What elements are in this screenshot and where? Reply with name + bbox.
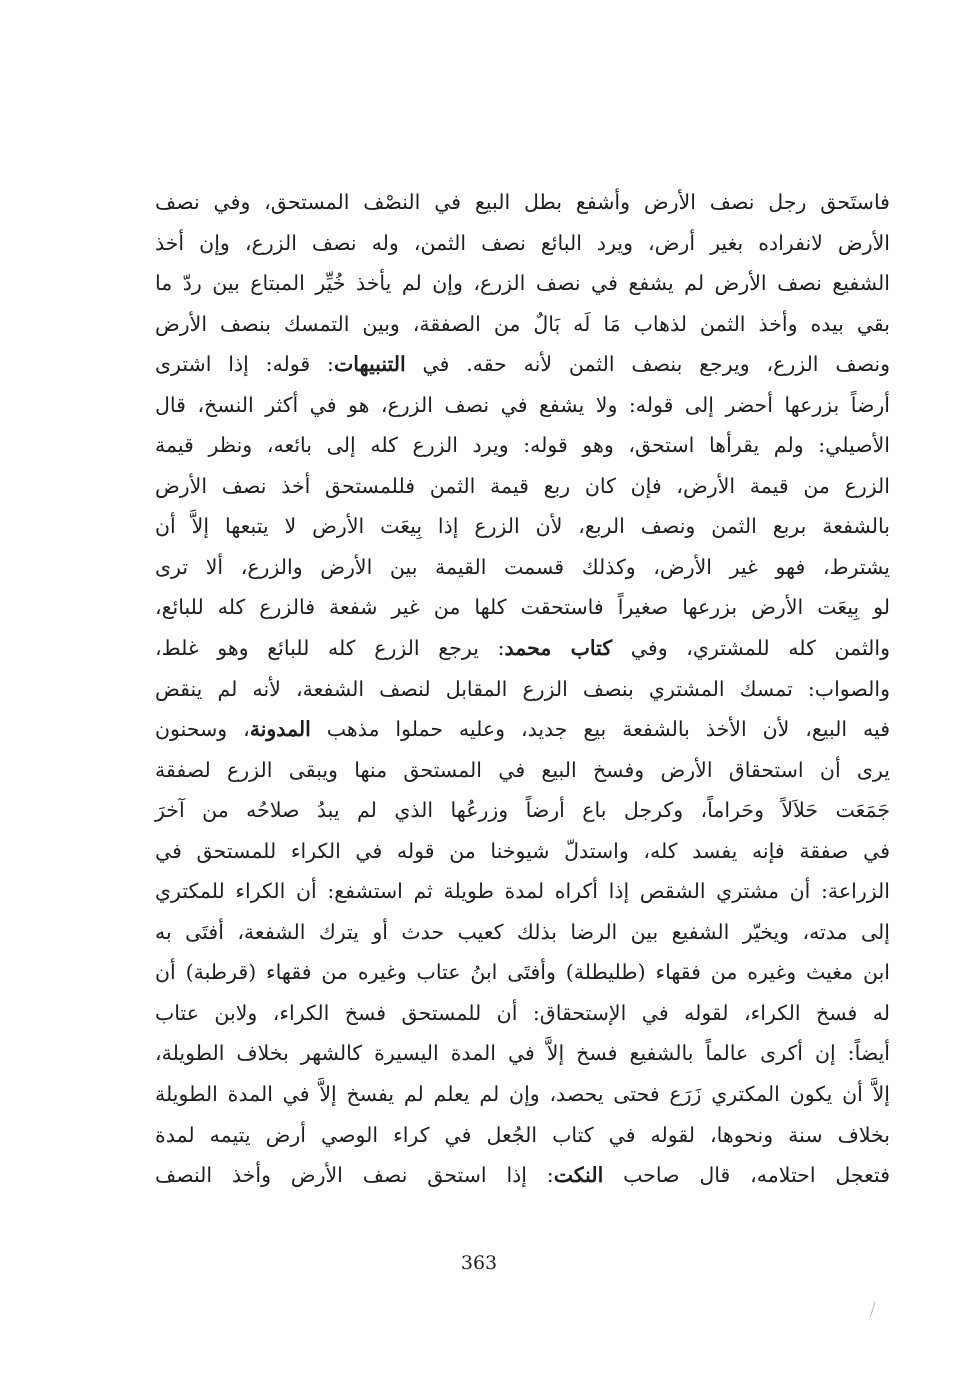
text-segment: فيه البيع، لأن الأخذ بالشفعة بيع جديد، وعليه حملوا مذهب: [310, 717, 890, 742]
bold-term: النكت: [553, 1163, 604, 1188]
page-number: 363: [460, 1252, 498, 1274]
text-line: [155, 790, 890, 831]
text-segment: فتعجل احتلامه، قال صاحب: [603, 1163, 891, 1188]
text-segment: جَمَعَت حَلاَلاً وحَراماً، وكرجل باع أرضاً وزرعُها الذي لم يبدُ صلاحُه من آخرَ: [155, 798, 890, 823]
text-line: [155, 750, 890, 791]
text-segment: : إذا استحق نصف الأرض وأخذ النصف: [155, 1163, 554, 1188]
text-segment: أرضاً بزرعها أحضر إلى قوله: ولا يشفع في نصف الزرع، هو في أكثر النسخ، قال: [155, 392, 890, 417]
text-segment: بقي بيده وأخذ الثمن لذهاب مَا لَه بَالٌ من الصفقة، وبين التمسك بنصف الأرض: [155, 311, 890, 336]
text-segment: لو بِيعَت الأرض بزرعها صغيراً فاستحقت كلها من غير شفعة فالزرع كله للبائع،: [155, 595, 890, 620]
text-segment: والصواب: تمسك المشتري بنصف الزرع المقابل لنصف الشفعة، لأنه لم ينقض: [155, 676, 890, 701]
text-line: [155, 628, 890, 669]
text-line: [155, 912, 890, 953]
text-line: [155, 506, 890, 547]
text-segment: يشترط، فهو غير الأرض، وكذلك قسمت القيمة بين الأرض والزرع، ألا ترى: [155, 554, 890, 579]
text-line: [155, 425, 890, 466]
text-segment: الزراعة: أن مشتري الشقص إذا أكراه لمدة طويلة ثم استشفع: أن الكراء للمكتري: [155, 879, 890, 904]
bold-term: التنبيهات: [333, 352, 406, 377]
text-segment: أيضاً: إن أكرى عالماً بالشفيع فسخ إلاَّ في المدة اليسيرة كالشهر بخلاف الطويلة،: [155, 1041, 890, 1066]
text-segment: ابن مغيث وغيره من فقهاء (طليطلة) وأفتَى ابنُ عتاب وغيره من فقهاء (قرطبة) أن: [155, 960, 890, 985]
text-line: [155, 547, 890, 588]
main-text-block: [155, 182, 890, 1196]
text-segment: بالشفعة بربع الثمن ونصف الربع، لأن الزرع إذا بِيعَت الأرض لا يتبعها إلاَّ أن: [155, 514, 890, 539]
text-line: [155, 1155, 890, 1196]
text-line: [155, 1115, 890, 1156]
text-line: [155, 263, 890, 304]
text-segment: الأصيلي: ولم يقرأها استحق، وهو قوله: ويرد الزرع كله إلى بائعه، ونظر قيمة: [155, 433, 890, 458]
text-segment: يرى أن استحقاق الأرض وفسخ البيع في المستحق منها ويبقى الزرع لصفقة: [155, 757, 890, 782]
text-segment: : يرجع الزرع كله للبائع وهو غلط،: [155, 636, 505, 661]
bold-term: كتاب محمد: [504, 636, 613, 661]
bold-term: المدونة: [249, 717, 311, 742]
text-segment: الأرض لانفراده بغير أرض، ويرد البائع نصف الثمن، وله نصف الزرع، وإن أخذ: [155, 230, 890, 255]
text-segment: ونصف الزرع، ويرجع بنصف الثمن لأنه حقه. في: [405, 352, 890, 377]
text-segment: الزرع من قيمة الأرض، فإن كان ربع قيمة الثمن فللمستحق أخذ نصف الأرض: [155, 473, 890, 498]
pencil-mark: [870, 1302, 876, 1318]
text-line: [155, 1074, 890, 1115]
text-line: [155, 344, 890, 385]
text-line: [155, 871, 890, 912]
text-segment: فاستَحق رجل نصف الأرض وأشفع بطل البيع في النصْف المستحق، وفي نصف: [155, 190, 890, 214]
text-line: [155, 709, 890, 750]
text-segment: ، وسحنون: [155, 717, 250, 742]
text-line: [155, 182, 890, 223]
text-segment: إلى مدته، ويخيّر الشفيع بين الرضا بذلك كعيب حدث أو يترك الشفعة، أفتَى به: [155, 919, 890, 944]
text-line: [155, 587, 890, 628]
text-line: [155, 385, 890, 426]
text-segment: إلاَّ أن يكون المكتري زَرَع فحتى يحصد، وإن لم يعلم لم يفسخ إلاَّ في المدة الطويلة: [155, 1082, 890, 1107]
text-line: [155, 952, 890, 993]
text-line: [155, 223, 890, 264]
text-segment: له فسخ الكراء، لقوله في الإستحقاق: أن للمستحق فسخ الكراء، ولابن عتاب: [155, 1000, 890, 1025]
text-line: [155, 669, 890, 710]
text-line: [155, 466, 890, 507]
text-line: [155, 993, 890, 1034]
text-segment: الشفيع نصف الأرض لم يشفع في نصف الزرع، وإن لم يأخذ خُيِّر المبتاع بين ردّ ما: [155, 271, 890, 296]
text-segment: بخلاف سنة ونحوها، لقوله في كتاب الجُعل في كراء الوصي أرض يتيمه لمدة: [155, 1122, 890, 1147]
text-line: [155, 1033, 890, 1074]
text-line: [155, 831, 890, 872]
text-segment: : قوله: إذا اشترى: [155, 352, 334, 377]
text-segment: والثمن كله للمشتري، وفي: [612, 636, 890, 661]
text-segment: في صفقة فإنه يفسد كله، واستدلّ شيوخنا من قوله في الكراء للمستحق في: [155, 838, 890, 863]
text-line: [155, 304, 890, 345]
